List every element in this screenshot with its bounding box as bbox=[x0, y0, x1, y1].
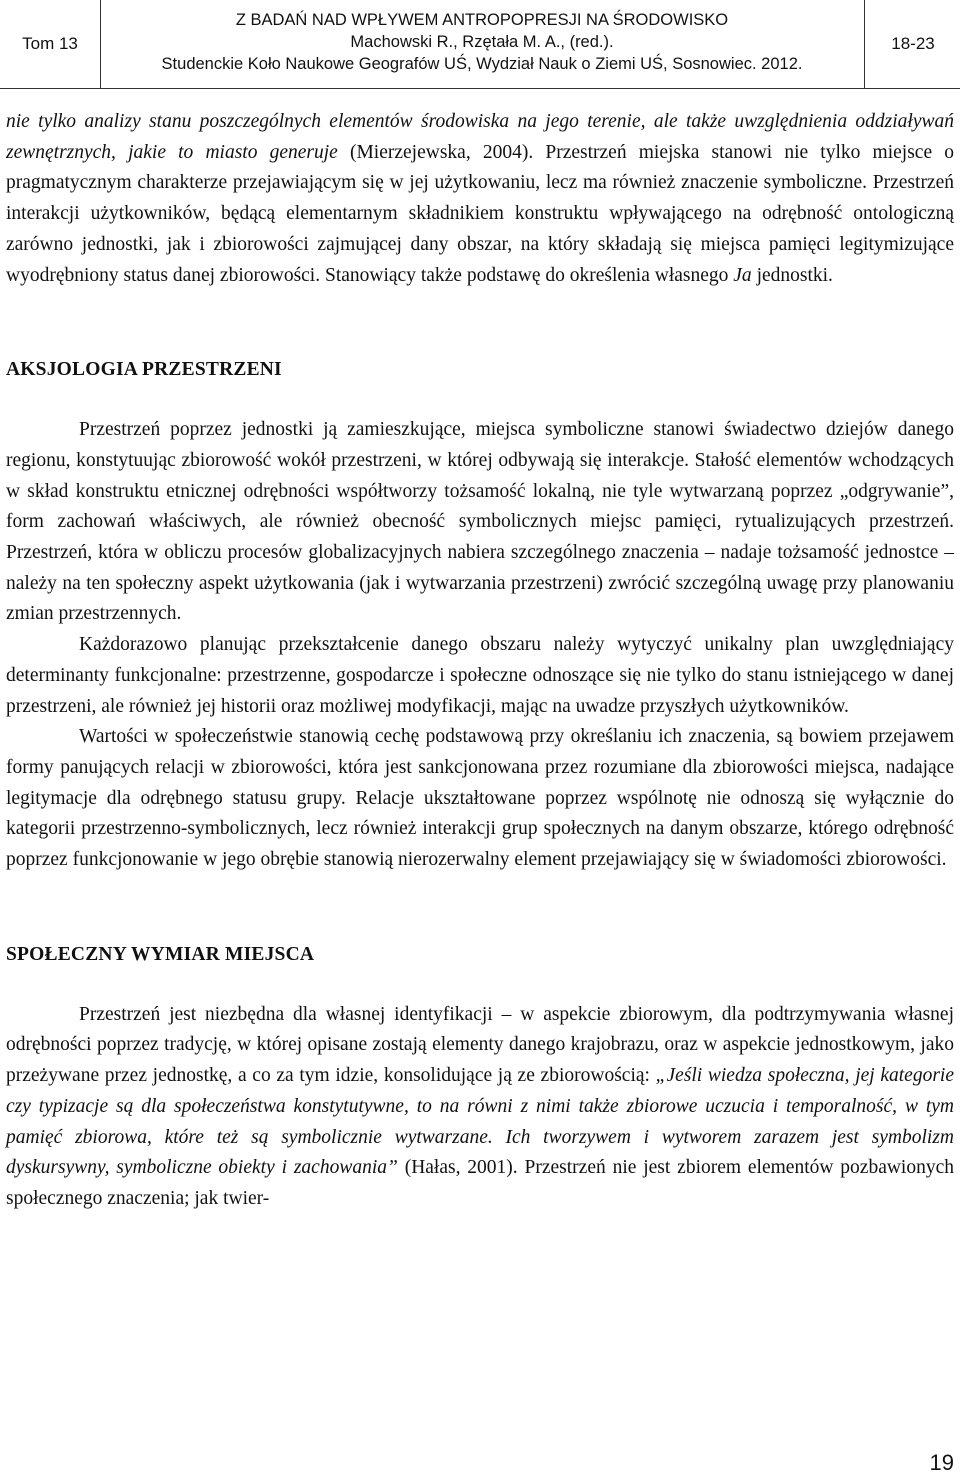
section1-paragraph-2: Każdorazowo planując przekształcenie danego obszaru należy wytyczyć unikalny plan uwzględniający determinanty funkcjonalne: przestrzenne, gospodarcze i społeczne odnoszące się nie tylko do stanu istniejącego w danej przestrzeni, ale również jej historii oraz możliwej modyfikacji, mając na uwadze przyszłych użytkowników. bbox=[6, 634, 954, 717]
page-number: 19 bbox=[929, 1450, 954, 1475]
header-rule bbox=[0, 88, 960, 89]
intro-italic: nie tylko analizy stanu poszczególnych elementów środowiska na jego terenie, ale także uwzględnienia oddziaływań zewnętrznych, jakie to miasto generuje bbox=[6, 111, 954, 163]
section1-paragraph-3: Wartości w społeczeństwie stanowią cechę podstawową przy określaniu ich znaczenia, są bowiem przejawem formy panujących relacji w zbiorowości, która jest sankcjonowana przez rozumiane dla zbiorowości miejsca, nadające legitymacje dla odrębnego statusu grupy. Relacje ukształtowane poprzez wspólnotę nie odnoszą się wyłącznie do kategorii przestrzenno-symbolicznych, lecz również interakcji grup społecznych na danym obszarze, którego odrębność poprzez funkcjonowanie w jego obrębie stanowią nierozerwalny element przejawiający się w świadomości zbiorowości. bbox=[6, 726, 954, 871]
intro-end: jednostki. bbox=[751, 264, 833, 286]
running-header bbox=[0, 0, 960, 90]
page-range: 18-23 bbox=[864, 0, 960, 88]
section2-p1-start: Przestrzeń jest niezbędna dla własnej identyfikacji – w aspekcie zbiorowym, dla podtrzymywania własnej odrębności poprzez tradycję, w której opisane zostają elementy danego krajobrazu, oraz w aspekcie jednostkowym, jako przeżywane przez jednostkę, a co za tym idzie, konsolidujące ją ze zbiorowością: bbox=[6, 1003, 954, 1087]
intro-paragraph bbox=[6, 107, 954, 291]
ja-term: Ja bbox=[733, 264, 752, 286]
intro-rest: (Mierzejewska, 2004). Przestrzeń miejska stanowi nie tylko miejsce o pragmatycznym charakterze przejawiającym się w jej użytkowaniu, lecz ma również znaczenie symboliczne. Przestrzeń interakcji użytkowników, będącą elementarnym składnikiem konstruktu wpływającego na odrębność ontologiczną zarówno jednostki, jak i zbiorowości zajmującej dany obszar, na który składają się miejsca pamięci legitymizujące wyodrębniony status danej zbiorowości. Stanowiący także podstawę do określenia własnego bbox=[6, 141, 954, 286]
volume-label: Tom 13 bbox=[0, 0, 101, 88]
editors: Machowski R., Rzętała M. A., (red.). bbox=[350, 33, 614, 51]
journal-title: Z BADAŃ NAD WPŁYWEM ANTROPOPRESJI NA ŚRODOWISKO bbox=[235, 11, 729, 29]
section-heading-aksjologia: AKSJOLOGIA PRZESTRZENI bbox=[6, 359, 282, 381]
header-citation bbox=[101, 0, 863, 88]
article-body bbox=[6, 107, 954, 1215]
section2-p1-end: (Hałas, 2001). Przestrzeń nie jest zbiorem elementów pozbawionych społecznego znaczenia; jak twier- bbox=[6, 1157, 955, 1209]
section2-paragraph-1 bbox=[6, 1000, 954, 1215]
section-heading-spoleczny-wymiar: SPOŁECZNY WYMIAR MIEJSCA bbox=[6, 943, 315, 965]
section2-quote: „Jeśli wiedza społeczna, jej kategorie czy typizacje są dla społeczeństwa konstytutywne, to na równi z nimi także zbiorowe uczucia i temporalność, w tym pamięć zbiorowa, które też są symbolicznie wytwarzane. Ich tworzywem i wytworem zarazem jest symbolizm dyskursywny, symboliczne obiekty i zachowania” bbox=[6, 1065, 954, 1179]
section1-paragraph-1: Przestrzeń poprzez jednostki ją zamieszkujące, miejsca symboliczne stanowi świadectwo dziejów danego regionu, konstytuując zbiorowość wokół przestrzeni, w której odbywają się interakcje. Stałość elementów wchodzących w skład konstruktu etnicznej odrębności współtworzy tożsamość lokalną, nie tyle wytwarzaną poprzez „odgrywanie”, form zachowań właściwych, ale również obecność symbolicznych miejsc pamięci, rytualizujących przestrzeń. Przestrzeń, która w obliczu procesów globalizacyjnych nabiera szczególnego znaczenia – nadaje tożsamość jednostce – należy na ten społeczny aspekt użytkowania (jak i wytwarzania przestrzeni) zwrócić szczególną uwagę przy planowaniu zmian przestrzennych. bbox=[6, 419, 954, 625]
publisher: Studenckie Koło Naukowe Geografów UŚ, Wydział Nauk o Ziemi UŚ, Sosnowiec. 2012. bbox=[161, 55, 803, 73]
